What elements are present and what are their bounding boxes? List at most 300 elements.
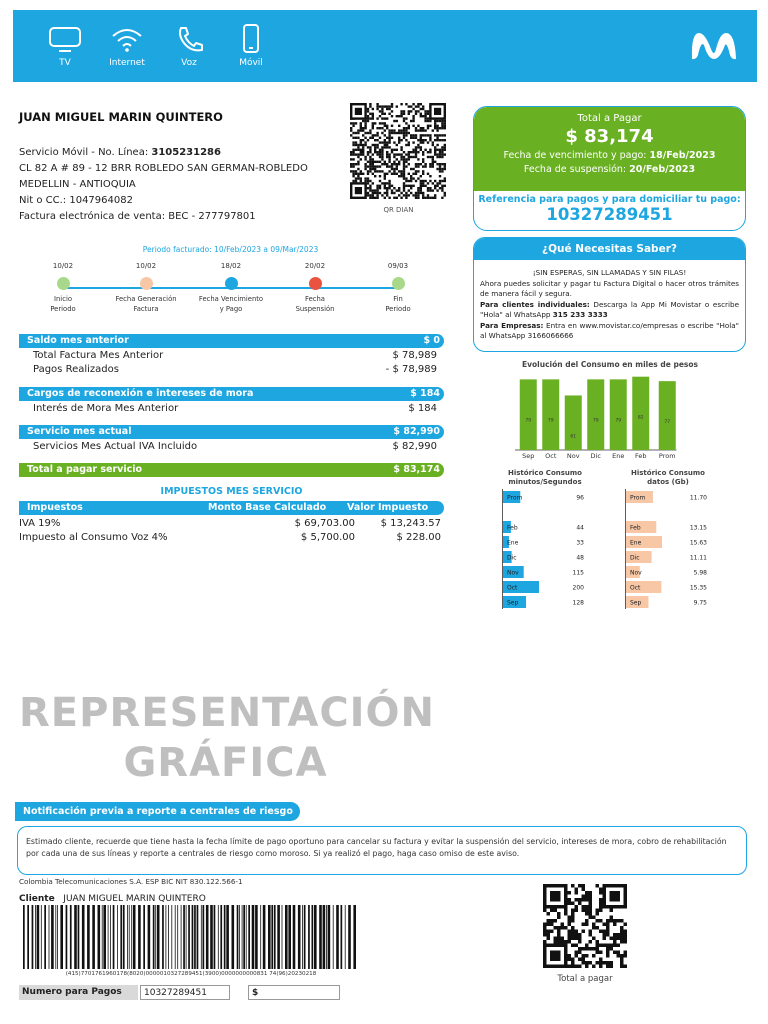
qr-module [599,944,603,948]
qr-module [550,909,554,913]
tax-row: IVA 19% $ 69,703.00 $ 13,243.57 [19,518,441,529]
qr-module [372,108,374,110]
history-value: 33 [576,539,584,547]
qr-module [434,134,436,136]
qr-module [386,108,388,110]
qr-module [412,194,414,196]
pay-number-label: Numero para Pagos [19,985,138,1000]
qr-module [408,185,410,187]
qr-module [436,144,438,146]
barcode-bar [129,905,130,969]
qr-module [352,173,354,175]
qr-module [388,129,390,131]
qr-module [585,965,589,969]
qr-module [403,175,405,177]
qr-module [396,168,398,170]
whatsapp-number[interactable]: 315 233 3333 [552,310,608,319]
interes-row: Interés de Mora Mes Anterior $ 184 [33,403,437,414]
qr-module [369,149,371,151]
qr-module [398,153,400,155]
qr-module [568,965,572,969]
qr-module [381,146,383,148]
qr-module [396,173,398,175]
qr-module [391,165,393,167]
qr-module [403,187,405,189]
barcode-bar [214,905,216,969]
qr-module [357,144,359,146]
footer-client-name: JUAN MIGUEL MARIN QUINTERO [63,894,206,904]
qr-module [360,129,362,131]
qr-module [367,192,369,194]
consumption-chart [505,360,745,460]
data-history [625,469,711,619]
qr-module [376,161,378,163]
qr-module [441,170,443,172]
qr-module [417,163,419,165]
qr-module [571,937,575,941]
qr-module [381,153,383,155]
qr-module [578,947,582,951]
service-movil[interactable] [226,24,276,68]
qr-module [400,156,402,158]
qr-module [410,180,412,182]
qr-module [596,961,600,965]
qr-module [585,891,589,895]
qr-module [362,149,364,151]
qr-module [417,165,419,167]
qr-module [386,163,388,165]
qr-module [592,954,596,958]
qr-module [357,129,359,131]
qr-module [400,173,402,175]
qr-module [367,132,369,134]
qr-module [379,127,381,129]
qr-module [376,192,378,194]
qr-module [561,937,565,941]
qr-module [391,149,393,151]
qr-module [441,122,443,124]
qr-module [620,940,624,944]
qr-module [410,187,412,189]
qr-module [441,120,443,122]
qr-module [367,187,369,189]
barcode-bar [308,905,310,969]
history-category: Sep [507,599,519,607]
qr-module [603,944,607,948]
qr-module [427,189,429,191]
qr-module [374,197,376,199]
qr-module [582,895,586,899]
qr-module [393,197,395,199]
qr-module [585,947,589,951]
qr-module [364,132,366,134]
qr-module [360,180,362,182]
qr-module [610,937,614,941]
service-line: Servicio Móvil - No. Línea: 3105231286 [19,147,221,158]
qr-module [352,149,354,151]
qr-module [578,940,582,944]
qr-module [360,177,362,179]
qr-module [624,954,628,958]
qr-module [403,168,405,170]
taxes-title: IMPUESTOS MES SERVICIO [160,486,303,497]
qr-module [376,197,378,199]
qr-module [550,919,554,923]
qr-module [360,139,362,141]
qr-module [434,127,436,129]
barcode-bar [298,905,301,969]
barcode-bar [133,905,136,969]
qr-module [422,134,424,136]
qr-module [376,170,378,172]
watermark [19,688,436,788]
qr-module [547,933,551,937]
qr-module [420,189,422,191]
qr-module [424,165,426,167]
qr-module [610,947,614,951]
qr-module [439,139,441,141]
qr-module [376,187,378,189]
qr-module [367,170,369,172]
qr-module [350,122,352,124]
qr-module [393,173,395,175]
qr-module [410,185,412,187]
qr-module [410,134,412,136]
qr-module [436,149,438,151]
qr-module [610,919,614,923]
qr-module [372,192,374,194]
qr-module [381,151,383,153]
qr-module [578,965,582,969]
qr-module [362,151,364,153]
qr-module [420,108,422,110]
qr-module [357,153,359,155]
qr-module [412,137,414,139]
qr-module [424,110,426,112]
qr-module [367,161,369,163]
qr-module [391,129,393,131]
qr-module [400,175,402,177]
qr-module [355,180,357,182]
qr-module [599,905,603,909]
billing-timeline [19,262,442,330]
qr-module [439,134,441,136]
qr-module [355,132,357,134]
qr-module [384,139,386,141]
qr-module [367,115,369,117]
qr-module [376,153,378,155]
qr-module [610,916,614,920]
qr-module [412,151,414,153]
qr-module [424,139,426,141]
qr-module [441,185,443,187]
qr-module [372,113,374,115]
minutes-history-svg [502,489,588,619]
qr-module [436,189,438,191]
history-value: 15.35 [689,584,707,592]
qr-module [376,194,378,196]
qr-module [422,151,424,153]
timeline-point [20,262,106,314]
qr-dian-label: QR DIAN [383,206,414,214]
qr-module [355,163,357,165]
barcode-bar [220,905,222,969]
qr-module [355,137,357,139]
qr-module [564,940,568,944]
movistar-logo [689,27,739,63]
chart-bar [659,381,676,450]
barcode-bar [277,905,280,969]
qr-module [374,170,376,172]
qr-module [403,165,405,167]
qr-module [379,122,381,124]
qr-module [408,141,410,143]
qr-module [444,139,446,141]
qr-module [543,923,547,927]
qr-module [386,141,388,143]
qr-module [599,902,603,906]
qr-module [396,197,398,199]
qr-module [403,156,405,158]
qr-module [427,194,429,196]
qr-module [582,923,586,927]
qr-module [415,170,417,172]
qr-module [568,898,572,902]
qr-module [585,944,589,948]
history-value: 11.11 [689,554,707,562]
barcode-bar [226,905,229,969]
qr-module [415,146,417,148]
qr-module [360,151,362,153]
qr-module [578,951,582,955]
qr-module [439,163,441,165]
qr-module [372,122,374,124]
qr-module [412,125,414,127]
qr-module [376,151,378,153]
qr-module [405,192,407,194]
qr-module [374,175,376,177]
qr-module [434,122,436,124]
qr-module [424,197,426,199]
qr-module [374,122,376,124]
qr-module [367,120,369,122]
barcode-bar [242,905,243,969]
barcode-bar [60,905,63,969]
qr-module [350,127,352,129]
qr-finder [355,187,362,194]
barcode-bar [271,905,273,969]
history-category: Feb [507,524,518,532]
x-tick-label: Nov [566,452,580,460]
qr-module [585,961,589,965]
qr-module [417,189,419,191]
history-value: 5.98 [693,569,707,577]
qr-module [393,149,395,151]
qr-module [398,139,400,141]
qr-module [427,125,429,127]
qr-module [582,947,586,951]
qr-module [422,192,424,194]
qr-module [575,933,579,937]
service-internet[interactable] [102,24,152,68]
servicios-iva-row: Servicios Mes Actual IVA Incluido $ 82,990 [33,441,437,452]
qr-module [582,888,586,892]
qr-module [617,944,621,948]
qr-module [589,930,593,934]
qr-module [429,156,431,158]
qr-module [364,168,366,170]
qr-module [400,110,402,112]
qr-module [400,115,402,117]
qr-module [400,139,402,141]
qr-module [403,158,405,160]
qr-module [571,933,575,937]
qr-module [415,105,417,107]
qr-module [412,141,414,143]
qr-module [360,122,362,124]
qr-module [589,916,593,920]
qr-module [420,192,422,194]
qr-module [424,163,426,165]
qr-module [441,151,443,153]
service-label-tv: TV [59,58,71,68]
qr-module [585,898,589,902]
total-servicio-bar: Total a pagar servicio $ 83,174 [19,463,444,477]
qr-module [592,965,596,969]
qr-module [379,110,381,112]
qr-module [396,153,398,155]
qr-module [352,158,354,160]
qr-module [417,151,419,153]
barcode-bar [78,905,80,969]
qr-module [561,926,565,930]
qr-module [384,173,386,175]
barcode-bar [27,905,29,969]
qr-module [408,194,410,196]
qr-module [388,161,390,163]
service-voz[interactable] [164,24,214,68]
qr-module [388,134,390,136]
qr-module [432,163,434,165]
minutes-history [502,469,588,619]
qr-module [557,933,561,937]
qr-module [592,923,596,927]
qr-module [429,120,431,122]
qr-module [391,151,393,153]
qr-module [357,156,359,158]
qr-module [429,165,431,167]
qr-module [543,940,547,944]
qr-module [372,194,374,196]
qr-module [596,909,600,913]
barcode-bar [82,905,85,969]
qr-module [424,134,426,136]
qr-module [568,902,572,906]
qr-module [543,909,547,913]
x-tick-label: Feb [634,452,647,460]
qr-module [374,139,376,141]
qr-module [379,180,381,182]
qr-module [613,933,617,937]
qr-module [367,194,369,196]
qr-module [391,125,393,127]
qr-module [376,103,378,105]
qr-module [427,120,429,122]
qr-module [376,165,378,167]
taxes-col-name: Impuestos [27,502,83,513]
qr-module [360,170,362,172]
qr-module [592,937,596,941]
timeline-dot [392,277,405,290]
qr-module [596,951,600,955]
qr-module [557,926,561,930]
qr-module [367,110,369,112]
info-box [473,237,746,352]
qr-finder [610,891,621,902]
x-tick-label: Ene [612,452,625,460]
qr-module [434,149,436,151]
qr-module [599,965,603,969]
barcode-bar [110,905,111,969]
qr-module [410,156,412,158]
qr-module [422,165,424,167]
qr-module [582,884,586,888]
qr-module [403,170,405,172]
qr-module [374,168,376,170]
qr-module [369,180,371,182]
qr-module [575,905,579,909]
total-to-pay-box [473,106,746,231]
qr-module [360,127,362,129]
qr-module [578,898,582,902]
qr-module [582,905,586,909]
timeline-caption: Inicio Periodo [50,295,76,313]
barcode-bar [201,905,202,969]
barcode-bar [218,905,219,969]
history-value: 48 [576,554,584,562]
qr-module [617,933,621,937]
qr-module [384,146,386,148]
barcode-bar [117,905,118,969]
qr-module [596,926,600,930]
qr-module [408,125,410,127]
x-tick-label: Prom [658,452,676,460]
qr-module [441,139,443,141]
history-value: 15.63 [689,539,707,547]
barcode-bar [166,905,167,969]
qr-module [396,165,398,167]
qr-module [613,919,617,923]
footer-client: Cliente JUAN MIGUEL MARIN QUINTERO [19,894,206,904]
barcode-bar [120,905,122,969]
service-tv[interactable] [40,24,90,68]
qr-module [388,139,390,141]
qr-module [408,180,410,182]
qr-module [422,115,424,117]
qr-module [434,197,436,199]
qr-module [582,898,586,902]
qr-module [620,937,624,941]
client-address: CL 82 A # 89 - 12 BRR ROBLEDO SAN GERMAN-ROBLEDO [19,163,308,174]
qr-finder [550,951,561,962]
qr-module [575,930,579,934]
qr-module [603,933,607,937]
qr-module [432,189,434,191]
qr-module [613,940,617,944]
qr-module [412,117,414,119]
qr-module [432,182,434,184]
qr-module [554,937,558,941]
